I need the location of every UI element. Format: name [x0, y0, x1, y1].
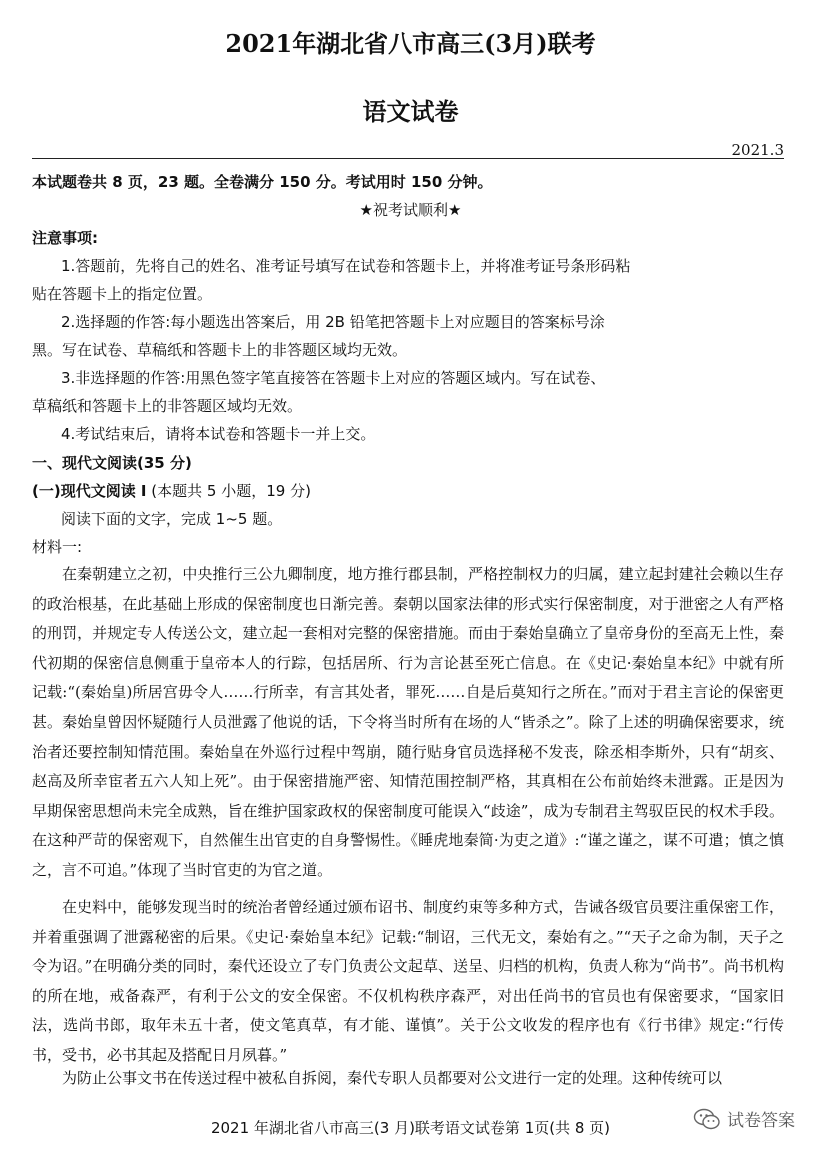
subsection-info: (本题共 5 小题，19 分) [146, 482, 311, 500]
notice-2-line-1: 2.选择题的作答:每小题选出答案后，用 2B 铅笔把答题卡上对应题目的答案标号涂 [61, 313, 605, 331]
notice-1-line-1: 1.答题前，先将自己的姓名、准考证号填写在试卷和答题卡上，并将准考证号条形码粘 [61, 257, 631, 275]
header-rule [32, 158, 784, 159]
exam-subtitle: 语文试卷 [362, 97, 459, 126]
passage-paragraph-3: 为防止公事文书在传送过程中被私自拆阅，秦代专职人员都要对公文进行一定的处理。这种传统可以 [62, 1069, 723, 1087]
notice-title: 注意事项: [32, 229, 98, 247]
exam-date: 2021.3 [731, 141, 784, 159]
passage-paragraph-2: 在史料中，能够发现当时的统治者曾经通过颁布诏书、制度约束等多种方式，告诫各级官员要注重保密工作，并着重强调了泄露秘密的后果。《史记·秦始皇本纪》记载:“制诏，三代无文，秦始有之。”“天子之命为制，天子之令为诏。”在明确分类的同时，秦代还设立了专门负责公文起草、送呈、归档的机构，负责人称为“尚书”。尚书机构的所在地，戒备森严，有利于公文的安全保密。不仅机构秩序森严，对出任尚书的官员也有保密要求，“国家旧法，选尚书郎，取年未五十者，使文笔真草，有才能、谨慎”。关于公文收发的程序也有《行书律》规定:“行传书，受书，必书其起及搭配日月夙暮。” [32, 898, 784, 1064]
exam-summary: 本试题卷共 8 页，23 题。全卷满分 150 分。考试用时 150 分钟。 [32, 173, 493, 191]
section-heading: 一、现代文阅读(35 分) [32, 454, 192, 472]
notice-2-line-2: 黑。写在试卷、草稿纸和答题卡上的非答题区域均无效。 [32, 341, 408, 359]
watermark [693, 1106, 795, 1131]
passage-paragraph-1: 在秦朝建立之初，中央推行三公九卿制度，地方推行郡县制，严格控制权力的归属，建立起封建社会赖以生存的政治根基，在此基础上形成的保密制度也日渐完善。秦朝以国家法律的形式实行保密制度，对于泄密之人有严格的刑罚，并规定专人传送公文，建立起一套相对完整的保密措施。而由于秦始皇确立了皇帝身份的至高无上性，秦代初期的保密信息侧重于皇帝本人的行踪，包括居所、行为言论甚至死亡信息。在《史记·秦始皇本纪》中就有所记载:“(秦始皇)所居宫毋令人……行所幸，有言其处者，罪死……自是后莫知行之所在。”而对于君主言论的保密更甚。秦始皇曾因怀疑随行人员泄露了他说的话，下令将当时所有在场的人“皆杀之”。除了上述的明确保密要求，统治者还要控制知情范围。秦始皇在外巡行过程中驾崩，随行贴身官员选择秘不发丧，除丞相李斯外，只有“胡亥、赵高及所幸宦者五六人知上死”。由于保密措施严密、知情范围控制严格，其真相在公布前始终未泄露。正是因为早期保密思想尚未完全成熟，旨在维护国家政权的保密制度可能误入“歧途”，成为专制君主驾驭臣民的权术手段。在这种严苛的保密观下，自然催生出官吏的自身警惕性。《睡虎地秦简·为吏之道》:“谨之谨之，谋不可遣；慎之慎之，言不可追。”体现了当时官吏的为官之道。 [32, 565, 784, 879]
notice-4: 4.考试结束后，请将本试卷和答题卡一并上交。 [61, 425, 376, 443]
page-footer: 2021 年湖北省八市高三(3 月)联考语文试卷第 1页(共 8 页) [210, 1119, 611, 1137]
good-luck-wish: ★祝考试顺利★ [359, 201, 462, 219]
material-label: 材料一: [32, 538, 83, 556]
watermark-text: 试卷答案 [727, 1111, 795, 1131]
reading-instruction: 阅读下面的文字，完成 1~5 题。 [61, 510, 283, 528]
notice-3-line-2: 草稿纸和答题卡上的非答题区域均无效。 [32, 397, 303, 415]
subsection-heading [32, 480, 784, 501]
wechat-icon [693, 1107, 721, 1131]
subsection-title: (一)现代文阅读 I [32, 482, 147, 500]
notice-1-line-2: 贴在答题卡上的指定位置。 [32, 285, 213, 303]
exam-title: 2021年湖北省八市高三(3月)联考 [225, 29, 596, 58]
notice-3-line-1: 3.非选择题的作答:用黑色签字笔直接答在答题卡上对应的答题区域内。写在试卷、 [61, 369, 606, 387]
